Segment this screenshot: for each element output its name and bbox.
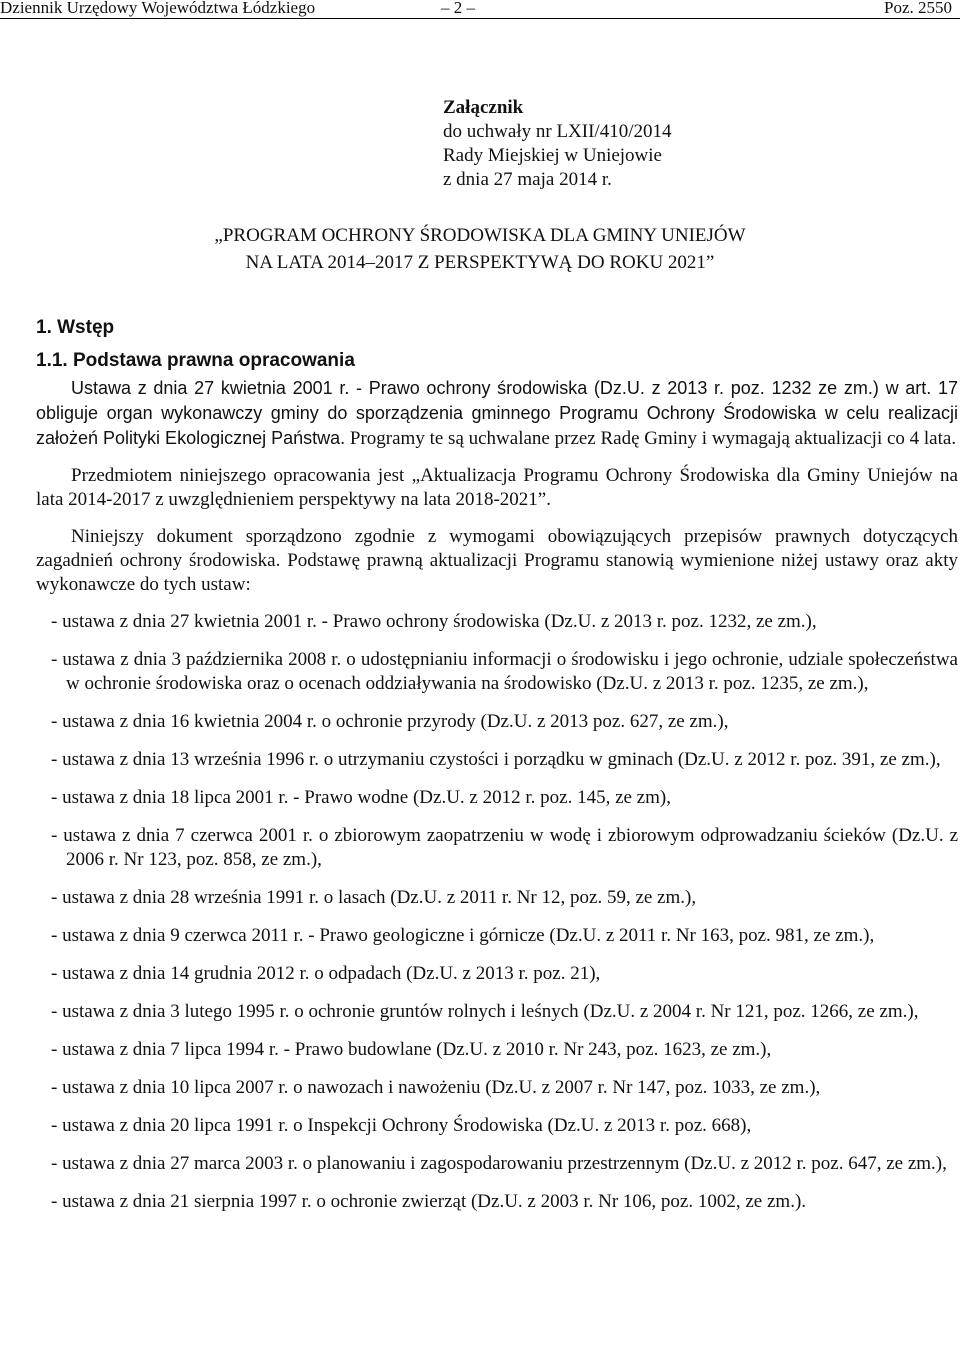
page-number: – 2 – xyxy=(441,0,475,17)
law-item: - ustawa z dnia 3 października 2008 r. o udostępnianiu informacji o środowisku i jego ochronie, udziale społeczeństwa w ochronie środowiska oraz o ocenach oddziaływania na środowisko (Dz.U. z 2013 r. poz. 1235, ze zm.), xyxy=(51,649,958,694)
law-item: - ustawa z dnia 10 lipca 2007 r. o nawozach i nawożeniu (Dz.U. z 2007 r. Nr 147, poz. 1033, ze zm.), xyxy=(51,1077,821,1098)
paragraph-subject: Przedmiotem niniejszego opracowania jest „Aktualizacja Programu Ochrony Środowiska dla Gminy Uniejów na lata 2014-2017 z uwzględnieniem perspektywy na lata 2018-2021”. xyxy=(36,465,958,510)
law-item: - ustawa z dnia 18 lipca 2001 r. - Prawo wodne (Dz.U. z 2012 r. poz. 145, ze zm), xyxy=(51,787,671,808)
law-item: - ustawa z dnia 27 marca 2003 r. o planowaniu i zagospodarowaniu przestrzennym (Dz.U. z 2012 r. poz. 647, ze zm.), xyxy=(51,1153,947,1174)
program-title-line1: „PROGRAM OCHRONY ŚRODOWISKA DLA GMINY UNIEJÓW xyxy=(214,225,746,246)
law-item: - ustawa z dnia 3 lutego 1995 r. o ochronie gruntów rolnych i leśnych (Dz.U. z 2004 r. Nr 121, poz. 1266, ze zm.), xyxy=(51,1001,919,1022)
paragraph-legal-basis-sans: Ustawa z dnia 27 kwietnia 2001 r. - Prawo ochrony środowiska (Dz.U. z 2013 r. poz. 1232 ze zm.) w art. 17 obliguje organ wykonawczy gminy do sporządzenia gminnego Programu Ochrony Środowiska w celu realizacji założeń Polityki Ekologicznej Państwa. xyxy=(36,378,958,448)
journal-name: Dziennik Urzędowy Województwa Łódzkiego xyxy=(0,0,316,17)
annex-block xyxy=(443,96,671,192)
law-item: - ustawa z dnia 9 czerwca 2011 r. - Prawo geologiczne i górnicze (Dz.U. z 2011 r. Nr 163, poz. 981, ze zm.), xyxy=(51,925,875,946)
law-list xyxy=(36,610,958,1214)
law-item: - ustawa z dnia 21 sierpnia 1997 r. o ochronie zwierząt (Dz.U. z 2003 r. Nr 106, poz. 1002, ze zm.). xyxy=(51,1191,807,1212)
annex-council: Rady Miejskiej w Uniejowie xyxy=(443,145,662,166)
page-header xyxy=(0,0,960,19)
position-number: Poz. 2550 xyxy=(884,0,952,17)
annex-title: Załącznik xyxy=(443,97,524,118)
annex-resolution: do uchwały nr LXII/410/2014 xyxy=(443,121,672,142)
law-item: - ustawa z dnia 27 kwietnia 2001 r. - Prawo ochrony środowiska (Dz.U. z 2013 r. poz. 1232, ze zm.), xyxy=(51,611,817,632)
section-heading-1-1: 1.1. Podstawa prawna opracowania xyxy=(36,350,355,371)
law-item: - ustawa z dnia 16 kwietnia 2004 r. o ochronie przyrody (Dz.U. z 2013 poz. 627, ze zm.), xyxy=(51,711,729,732)
law-item: - ustawa z dnia 14 grudnia 2012 r. o odpadach (Dz.U. z 2013 r. poz. 21), xyxy=(51,963,601,984)
program-title-line2: NA LATA 2014–2017 Z PERSPEKTYWĄ DO ROKU 2021” xyxy=(245,252,715,273)
annex-date: z dnia 27 maja 2014 r. xyxy=(443,169,612,190)
law-item: - ustawa z dnia 13 września 1996 r. o utrzymaniu czystości i porządku w gminach (Dz.U. z 2012 r. poz. 391, ze zm.), xyxy=(51,749,941,770)
law-item: - ustawa z dnia 20 lipca 1991 r. o Inspekcji Ochrony Środowiska (Dz.U. z 2013 r. poz. 668), xyxy=(51,1115,752,1136)
law-item: - ustawa z dnia 28 września 1991 r. o lasach (Dz.U. z 2011 r. Nr 12, poz. 59, ze zm.), xyxy=(51,887,697,908)
program-title xyxy=(0,222,960,276)
paragraph-legal-basis xyxy=(36,376,958,451)
paragraph-document: Niniejszy dokument sporządzono zgodnie z wymogami obowiązujących przepisów prawnych dotyczących zagadnień ochrony środowiska. Podstawę prawną aktualizacji Programu stanowią wymienione niżej ustawy oraz akty wykonawcze do tych ustaw: xyxy=(36,526,958,595)
section-heading-1: 1. Wstęp xyxy=(36,317,115,338)
law-item: - ustawa z dnia 7 lipca 1994 r. - Prawo budowlane (Dz.U. z 2010 r. Nr 243, poz. 1623, ze zm.), xyxy=(51,1039,772,1060)
document-body xyxy=(36,376,958,1226)
law-item: - ustawa z dnia 7 czerwca 2001 r. o zbiorowym zaopatrzeniu w wodę i zbiorowym odprowadzaniu ścieków (Dz.U. z 2006 r. Nr 123, poz. 858, ze zm.), xyxy=(51,825,958,870)
paragraph-legal-basis-serif: Programy te są uchwalane przez Radę Gminy i wymagają aktualizacji co 4 lata. xyxy=(345,428,957,449)
